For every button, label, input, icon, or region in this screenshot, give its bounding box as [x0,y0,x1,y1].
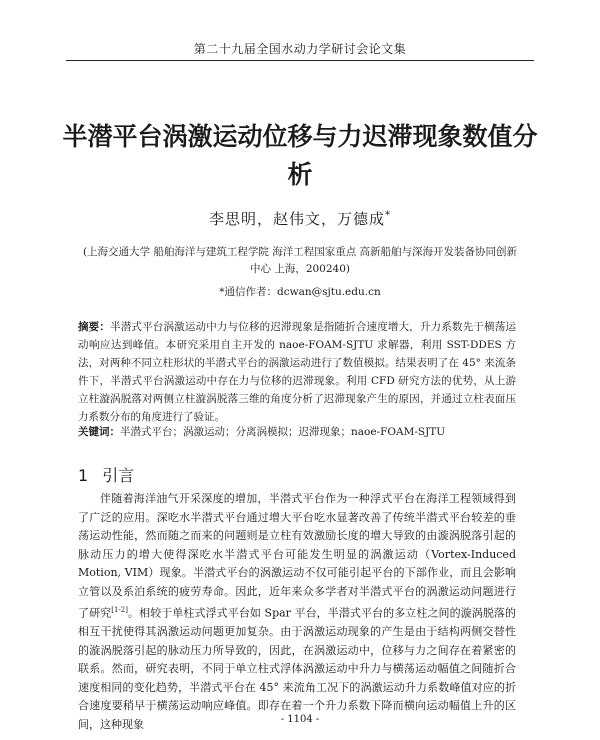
corresponding-mark: * [385,210,391,221]
corresponding-author: *通信作者：dcwan@sjtu.edu.cn [219,286,381,298]
keywords-label: 关键词： [78,426,120,438]
intro-text-part1: 伴随着海洋油气开采深度的增加，半潜式平台作为一种浮式平台在海洋工程领域得到了广泛的应用。深吃水半潜式平台通过增大平台吃水显著改善了传统半潜式平台较差的垂荡运动性能，然而随之而来的问题则是立柱有效激励长度的增大导致的由漩涡脱落引起的脉动压力的增大使得深吃水半潜式平台可能发生明显的涡激运动（Vortex-Induced Motion, VIM）现象。半潜式平台的涡激运动不仅可能引起平台的下部作业，而且会影响立管以及系泊系统的疲劳寿命。因此，近年来众多学者对半潜式平台的涡激运动问题进行了研究 [78,492,516,620]
running-header: 第二十九届全国水动力学研讨会论文集 [193,42,407,56]
authors-text: 李思明，赵伟文，万德成 [208,210,385,228]
citation-ref: [1-2] [111,606,128,614]
author-list [0,208,600,229]
section-heading [78,463,134,486]
keywords [78,423,516,441]
section-title: 引言 [102,466,135,485]
intro-paragraph [78,490,516,734]
page-number: - 1104 - [280,714,320,725]
keywords-text: 半潜式平台；涡激运动；分离涡模拟；迟滞现象；naoe-FOAM-SJTU [120,426,446,438]
abstract-label: 摘要： [78,321,111,333]
abstract-text: 半潜式平台涡激运动中力与位移的迟滞现象是指随折合速度增大，升力系数先于横荡运动响应达到峰值。本研究采用自主开发的 naoe-FOAM-SJTU 求解器，利用 SST-DDES 方法，对两种不同立柱形状的半潜式平台的涡激运动进行了数值模拟。结果表明了在 45° 来流条件下，半潜式平台涡激运动中存在力与位移的迟滞现象。利用 CFD 研究方法的优势，从上游立柱漩涡脱落对两侧立柱漩涡脱落三维的角度分析了迟滞现象产生的原因，并通过立柱表面压力系数分布的角度进行了验证。 [78,321,516,423]
paper-title: 半潜平台涡激运动位移与力迟滞现象数值分析 [62,122,538,189]
affiliation: (上海交通大学 船舶海洋与建筑工程学院 海洋工程国家重点 高新船舶与深海开发装备协同创新中心 上海，200240) [82,246,518,275]
intro-text-part2: 。相较于单柱式浮式平台如 Spar 平台，半潜式平台的多立柱之间的漩涡脱落的相互干扰使得其涡激运动问题更加复杂。由于涡激运动现象的产生是由于结构两侧交替性的漩涡脱落引起的脉动压力所导致的，因此，在涡激运动中，位移与力之间存在着紧密的联系。然而，研究表明，不同于单立柱式浮体涡激运动中升力与横荡运动幅值之间随折合速度相同的变化趋势，半潜式平台在 45° 来流角工况下的涡激运动升力系数峰值对应的折合速度要稍早于横荡运动响应峰值。即存在着一个升力系数下降而横向运动幅值上升的区间，这种现象 [78,606,516,731]
section-number: 1 [78,466,89,485]
abstract [78,318,516,426]
header-rule [66,60,534,61]
